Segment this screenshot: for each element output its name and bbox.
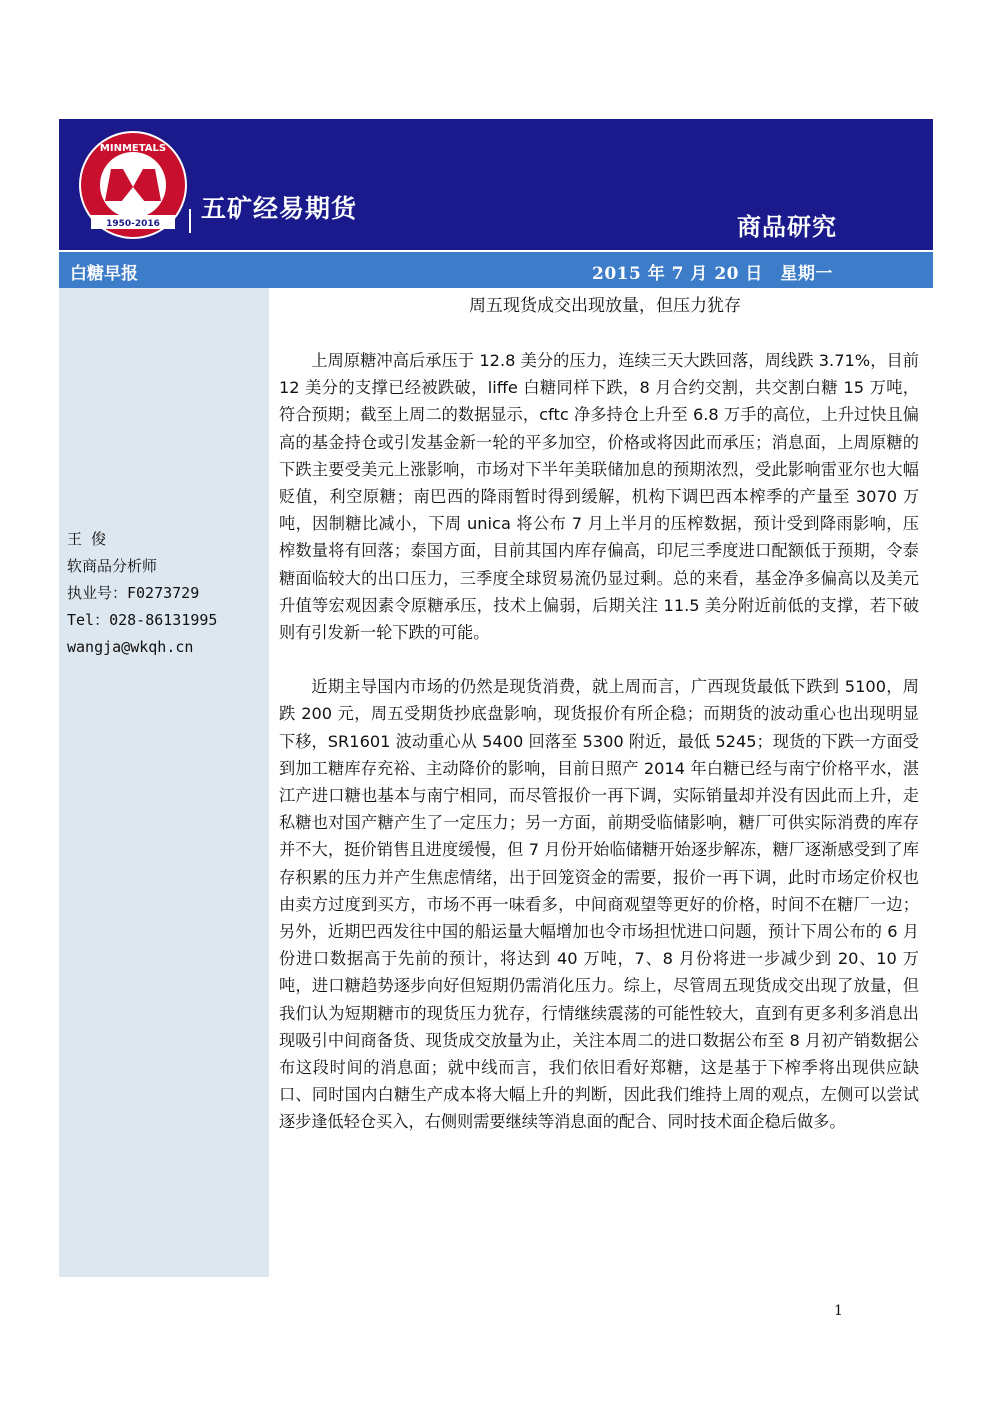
article-paragraph: 上周原糖冲高后承压于 12.8 美分的压力，连续三天大跌回落，周线跌 3.71%，目前 12 美分的支撑已经被跌破，liffe 白糖同样下跌，8 月合约交割，共交割白糖 15 万吨，符合预期；截至上周二的数据显示，cftc 净多持仓上升至 6.8 万手的高位，上升过快且偏高的基金持仓或引发基金新一轮的平多加空，价格或将因此而承压；消息面，上周原糖的下跌主要受美元上涨影响，市场对下半年美联储加息的预期浓烈，受此影响雷亚尔也大幅贬值，利空原糖；南巴西的降雨暂时得到缓解，机构下调巴西本榨季的产量至 3070 万吨，因制糖比减小，下周 unica 将公布 7 月上半月的压榨数据，预计受到降雨影响，压榨数量将有回落；泰国方面，目前其国内库存偏高，印尼三季度进口配额低于预期，令泰糖面临较大的出口压力，三季度全球贸易流仍显过剩。总的来看，基金净多偏高以及美元升值等宏观因素令原糖承压，技术上偏弱，后期关注 11.5 美分附近前低的支撑，若下破则有引发新一轮下跌的可能。 [279,351,919,643]
author-tel: Tel：028-86131995 [67,611,218,629]
author-sidebar [59,288,269,1277]
article-body [279,289,919,1136]
report-date: 2015 年 7 月 20 日 星期一 [592,264,833,284]
logo-word-text: MINMETALS [99,143,167,154]
author-info [67,526,217,661]
author-license: 执业号：F0273729 [67,584,200,602]
section-title: 商品研究 [737,213,837,241]
brand-name: 五矿经易期货 [201,194,358,223]
logo-year-text: 1950-2016 [106,219,160,229]
brand-separator [189,209,191,233]
author-name: 王 俊 [67,530,107,548]
minmetals-logo [77,129,189,241]
report-header [59,119,933,250]
report-name: 白糖早报 [70,264,138,284]
author-email[interactable]: wangja@wkqh.cn [67,638,194,656]
page-number: 1 [834,1303,843,1319]
author-title: 软商品分析师 [67,557,158,575]
report-subbar [59,252,933,288]
article-paragraph: 近期主导国内市场的仍然是现货消费，就上周而言，广西现货最低下跌到 5100，周跌 200 元，周五受期货抄底盘影响，现货报价有所企稳；而期货的波动重心也出现明显下移，SR1601 波动重心从 5400 回落至 5300 附近，最低 5245；现货的下跌一方面受到加工糖库存充裕、主动降价的影响，目前日照产 2014 年白糖已经与南宁价格平水，湛江产进口糖也基本与南宁相同，而尽管报价一再下调，实际销量却并没有因此而上升，走私糖也对国产糖产生了一定压力；另一方面，前期受临储影响，糖厂可供实际消费的库存并不大，挺价销售且进度缓慢，但 7 月份开始临储糖开始逐步解冻，糖厂逐渐感受到了库存积累的压力并产生焦虑情绪，出于回笼资金的需要，报价一再下调，此时市场定价权也由卖方过度到买方，市场不再一味看多，中间商观望等更好的价格，时间不在糖厂一边；另外，近期巴西发往中国的船运量大幅增加也令市场担忧进口问题，预计下周公布的 6 月份进口数据高于先前的预计，将达到 40 万吨，7、8 月份将进一步减少到 20、10 万吨，进口糖趋势逐步向好但短期仍需消化压力。综上，尽管周五现货成交出现了放量，但我们认为短期糖市的现货压力犹存，行情继续震荡的可能性较大，直到有更多利多消息出现吸引中间商备货、现货成交放量为止，关注本周二的进口数据公布至 8 月初产销数据公布这段时间的消息面；就中线而言，我们依旧看好郑糖，这是基于下榨季将出现供应缺口、同时国内白糖生产成本将大幅上升的判断，因此我们维持上周的观点，左侧可以尝试逐步逢低轻仓买入，右侧则需要继续等消息面的配合、同时技术面企稳后做多。 [279,677,919,1132]
article-title: 周五现货成交出现放量，但压力犹存 [469,296,741,316]
